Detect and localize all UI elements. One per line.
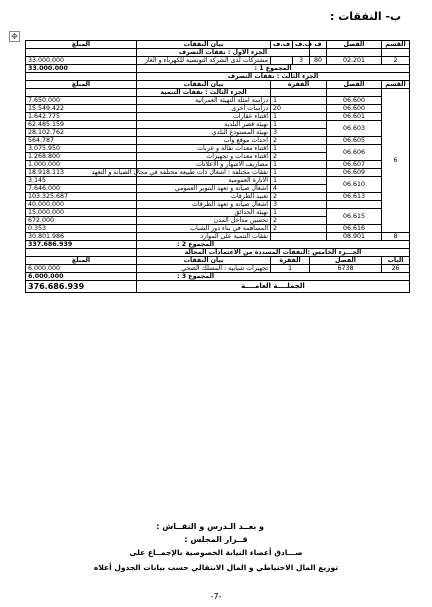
distribution-line: توزيع المال الاحتياطي و المال الانتقالي حسب بيانات الجدول أعلاه (93, 563, 339, 572)
page-number: -7- (210, 592, 222, 601)
description-cell: اقتناء عقارات (137, 113, 271, 121)
table-move-handle-icon[interactable]: ✥ (9, 31, 20, 42)
description-cell: احداث موقع واب (137, 137, 271, 145)
table-row (26, 97, 410, 105)
faqra-cell: 2 (271, 217, 327, 225)
fasl-cell: 02.201 (327, 57, 382, 65)
amount-cell: 564.787 (26, 137, 137, 145)
table-row (26, 145, 410, 153)
total3-label: المجموع 3 : (137, 273, 410, 281)
header-qism: القسم (382, 41, 410, 49)
fasl-cell: 06.609 (327, 169, 382, 177)
description-cell: تجهيزات شبابية : المسلك الصحي (137, 265, 271, 273)
amount-cell: 6.000.000 (26, 265, 137, 273)
header-amount: المبلغ (26, 41, 137, 49)
total2-label: المجموع 2 : (137, 241, 410, 249)
table-row (26, 105, 410, 113)
amount-cell: 30.801.986 (26, 233, 137, 241)
faqra-cell: 1 (271, 97, 327, 105)
fasl-cell: 06.607 (327, 161, 382, 169)
description-cell: نفقات التنمية على الموارد (137, 233, 271, 241)
fasl-cell: 08.901 (327, 233, 382, 241)
ff1-cell: 3 (293, 57, 310, 65)
invest-title-row (26, 89, 410, 97)
faqra-cell: 1 (271, 161, 327, 169)
table-row (26, 113, 410, 121)
faqra-cell: 2 (271, 225, 327, 233)
faqra-cell: 1 (271, 209, 327, 217)
description-cell: نفقات مختلفة : اشغال ذات طبيعة مختلفة في مجال الصيانة و التعهد (137, 169, 271, 177)
amount-cell: 15.000.000 (26, 209, 137, 217)
faqra-cell: 1 (271, 265, 310, 273)
amount-cell: 15.549.422 (26, 105, 137, 113)
faqra-cell: 2 (271, 153, 327, 161)
header-fasl: الفصل (327, 81, 382, 89)
table-row (26, 225, 410, 233)
faqra-cell: 2 (271, 137, 327, 145)
description-cell: دراسة امثلة التهيئة العمرانية (137, 97, 271, 105)
header-faqra: الفقرة (271, 257, 310, 265)
table-row (26, 209, 410, 217)
header-amount: المبلغ (26, 81, 137, 89)
amount-cell: 1.000.000 (26, 161, 137, 169)
fasl-cell: 06.615 (327, 209, 382, 225)
description-cell: تهيئة المستودع البلدي (137, 129, 271, 137)
fasl-cell: 06.600 (327, 97, 382, 105)
amount-cell: 103.325.687 (26, 193, 137, 201)
budget-table (25, 40, 410, 293)
faqra-cell: 1 (271, 177, 327, 185)
total3-row (26, 273, 410, 281)
faqra-cell: 20 (271, 105, 327, 113)
total2-row (26, 241, 410, 249)
amount-cell: 0.353 (26, 225, 137, 233)
faqra-cell: 1 (271, 121, 327, 129)
qism-cell: 8 (382, 233, 410, 241)
faqra-cell: 4 (271, 185, 327, 193)
fasl-cell: 06.613 (327, 193, 382, 201)
description-cell: المساهمة في بناء دور الشباب (137, 225, 271, 233)
grand-total-label: الجملــــة العامــــة (137, 281, 410, 293)
amount-cell: 7.650.000 (26, 97, 137, 105)
amount-cell: 7.646.000 (26, 185, 137, 193)
header-row (26, 41, 410, 49)
table-row (26, 177, 410, 185)
grand-total-amount: 376.686.939 (26, 281, 137, 293)
amount-cell: 3.075.950 (26, 145, 137, 153)
amount-cell: 1.642.775 (26, 113, 137, 121)
faqra-cell: 1 (271, 145, 327, 153)
table-row (26, 169, 410, 177)
header-bab: الباب (382, 257, 410, 265)
table-row (26, 265, 410, 273)
amount-cell: 28.102.762 (26, 129, 137, 137)
approval-line: صـــادق أعضاء النيابة الخصوصية بالإجمــاع على (129, 548, 303, 557)
grand-total-row (26, 281, 410, 293)
bab-cell: 26 (382, 265, 410, 273)
fasl-cell: 06.610 (327, 177, 382, 193)
table-row (26, 193, 410, 201)
faqra-cell: 1 (271, 113, 327, 121)
header-f: ف (310, 41, 327, 49)
description-cell: اقتناء معدات و تجهيزات (137, 153, 271, 161)
part1-title-row (26, 49, 410, 57)
description-cell: تعبيد الطرقات (137, 193, 271, 201)
faqra-cell: 3 (271, 201, 327, 209)
description-cell: تهيئة قصر البلدية (137, 121, 271, 129)
header-description: بيان النفقات (137, 41, 271, 49)
header-row (26, 81, 410, 89)
total1-label: المجموع 1 : (137, 65, 410, 73)
part3-title-row (26, 73, 410, 81)
fasl-cell: 06.600 (327, 105, 382, 113)
table-row (26, 201, 410, 209)
header-fasl: الفصل (310, 257, 382, 265)
table-row (26, 161, 410, 169)
header-qism: القسم (382, 81, 410, 89)
part5-title-row (26, 249, 410, 257)
description-cell: مشتركات لدى الشركة التونسية للكهرباء و الغاز (137, 57, 271, 65)
invest-title: الجزء الثالث : نفقات التنمية (137, 89, 271, 97)
header-ff2: ف.ف (271, 41, 293, 49)
table-row (26, 137, 410, 145)
total1-row (26, 65, 410, 73)
header-amount: المبلغ (26, 257, 137, 265)
table-row (26, 121, 410, 129)
total3-amount: 6.000.000 (26, 273, 137, 281)
part3-title: الجزء الثالث : نفقات التصرف (137, 73, 410, 81)
description-cell: اشغال صيانة و تعهد التنوير العمومي (137, 185, 271, 193)
description-cell: الانارة العمومية (137, 177, 271, 185)
amount-cell: 40.000.000 (26, 201, 137, 209)
description-cell: تهيئة الحدائق (137, 209, 271, 217)
description-cell: اشغال صيانة و تعهد الطرقات (137, 201, 271, 209)
total1-amount: 33.000.000 (26, 65, 137, 73)
fasl-cell: 06.605 (327, 137, 382, 145)
qism-cell: 2 (382, 57, 410, 65)
fasl-cell: 6738 (310, 265, 382, 273)
amount-cell: 1.268.800 (26, 153, 137, 161)
f-cell: 80 (310, 57, 327, 65)
total2-amount: 337.686.939 (26, 241, 137, 249)
description-cell: مصاريف الاشهار و الاعلانات (137, 161, 271, 169)
part5-title: الجـــزء الخامس :النفقات المسددة من الاعتمادات المحالة (137, 249, 410, 257)
description-cell: اقتناء معدات نقالة و عربات (137, 145, 271, 153)
fasl-cell: 06.601 (327, 113, 382, 121)
header-description: بيان النفقات (137, 81, 271, 89)
header-description: بيان النفقات (137, 257, 271, 265)
table-row (26, 57, 410, 65)
fasl-cell: 06.603 (327, 121, 382, 137)
amount-cell: 62.485.159 (26, 121, 137, 129)
description-cell: تحسين مداخل المدن (137, 217, 271, 225)
part1-title: الجزء الأول : نفقات التصرف (137, 49, 310, 57)
header-row (26, 257, 410, 265)
amount-cell: 33.000.000 (26, 57, 137, 65)
amount-cell: 3.145 (26, 177, 137, 185)
faqra-cell: 1 (271, 169, 327, 177)
amount-cell: 672.000 (26, 217, 137, 225)
description-cell: دراسات أخرى (137, 105, 271, 113)
debate-line: و بعــد الـدرس و النقــاش : (156, 522, 264, 531)
header-ff1: ف.ف (293, 41, 310, 49)
fasl-cell: 06.616 (327, 225, 382, 233)
section-title: ب- النفقات : (330, 10, 402, 23)
header-faqra: الفقرة (271, 81, 327, 89)
fasl-cell: 06.606 (327, 145, 382, 161)
amount-cell: 18.918.113 (26, 169, 137, 177)
table-row (26, 233, 410, 241)
faqra-cell: 3 (271, 129, 327, 137)
header-fasl: الفصل (327, 41, 382, 49)
faqra-cell: 2 (271, 193, 327, 201)
fasl-cell (327, 201, 382, 209)
decision-heading: قــرار المجلس : (184, 535, 248, 544)
qism-cell: 6 (382, 89, 410, 233)
